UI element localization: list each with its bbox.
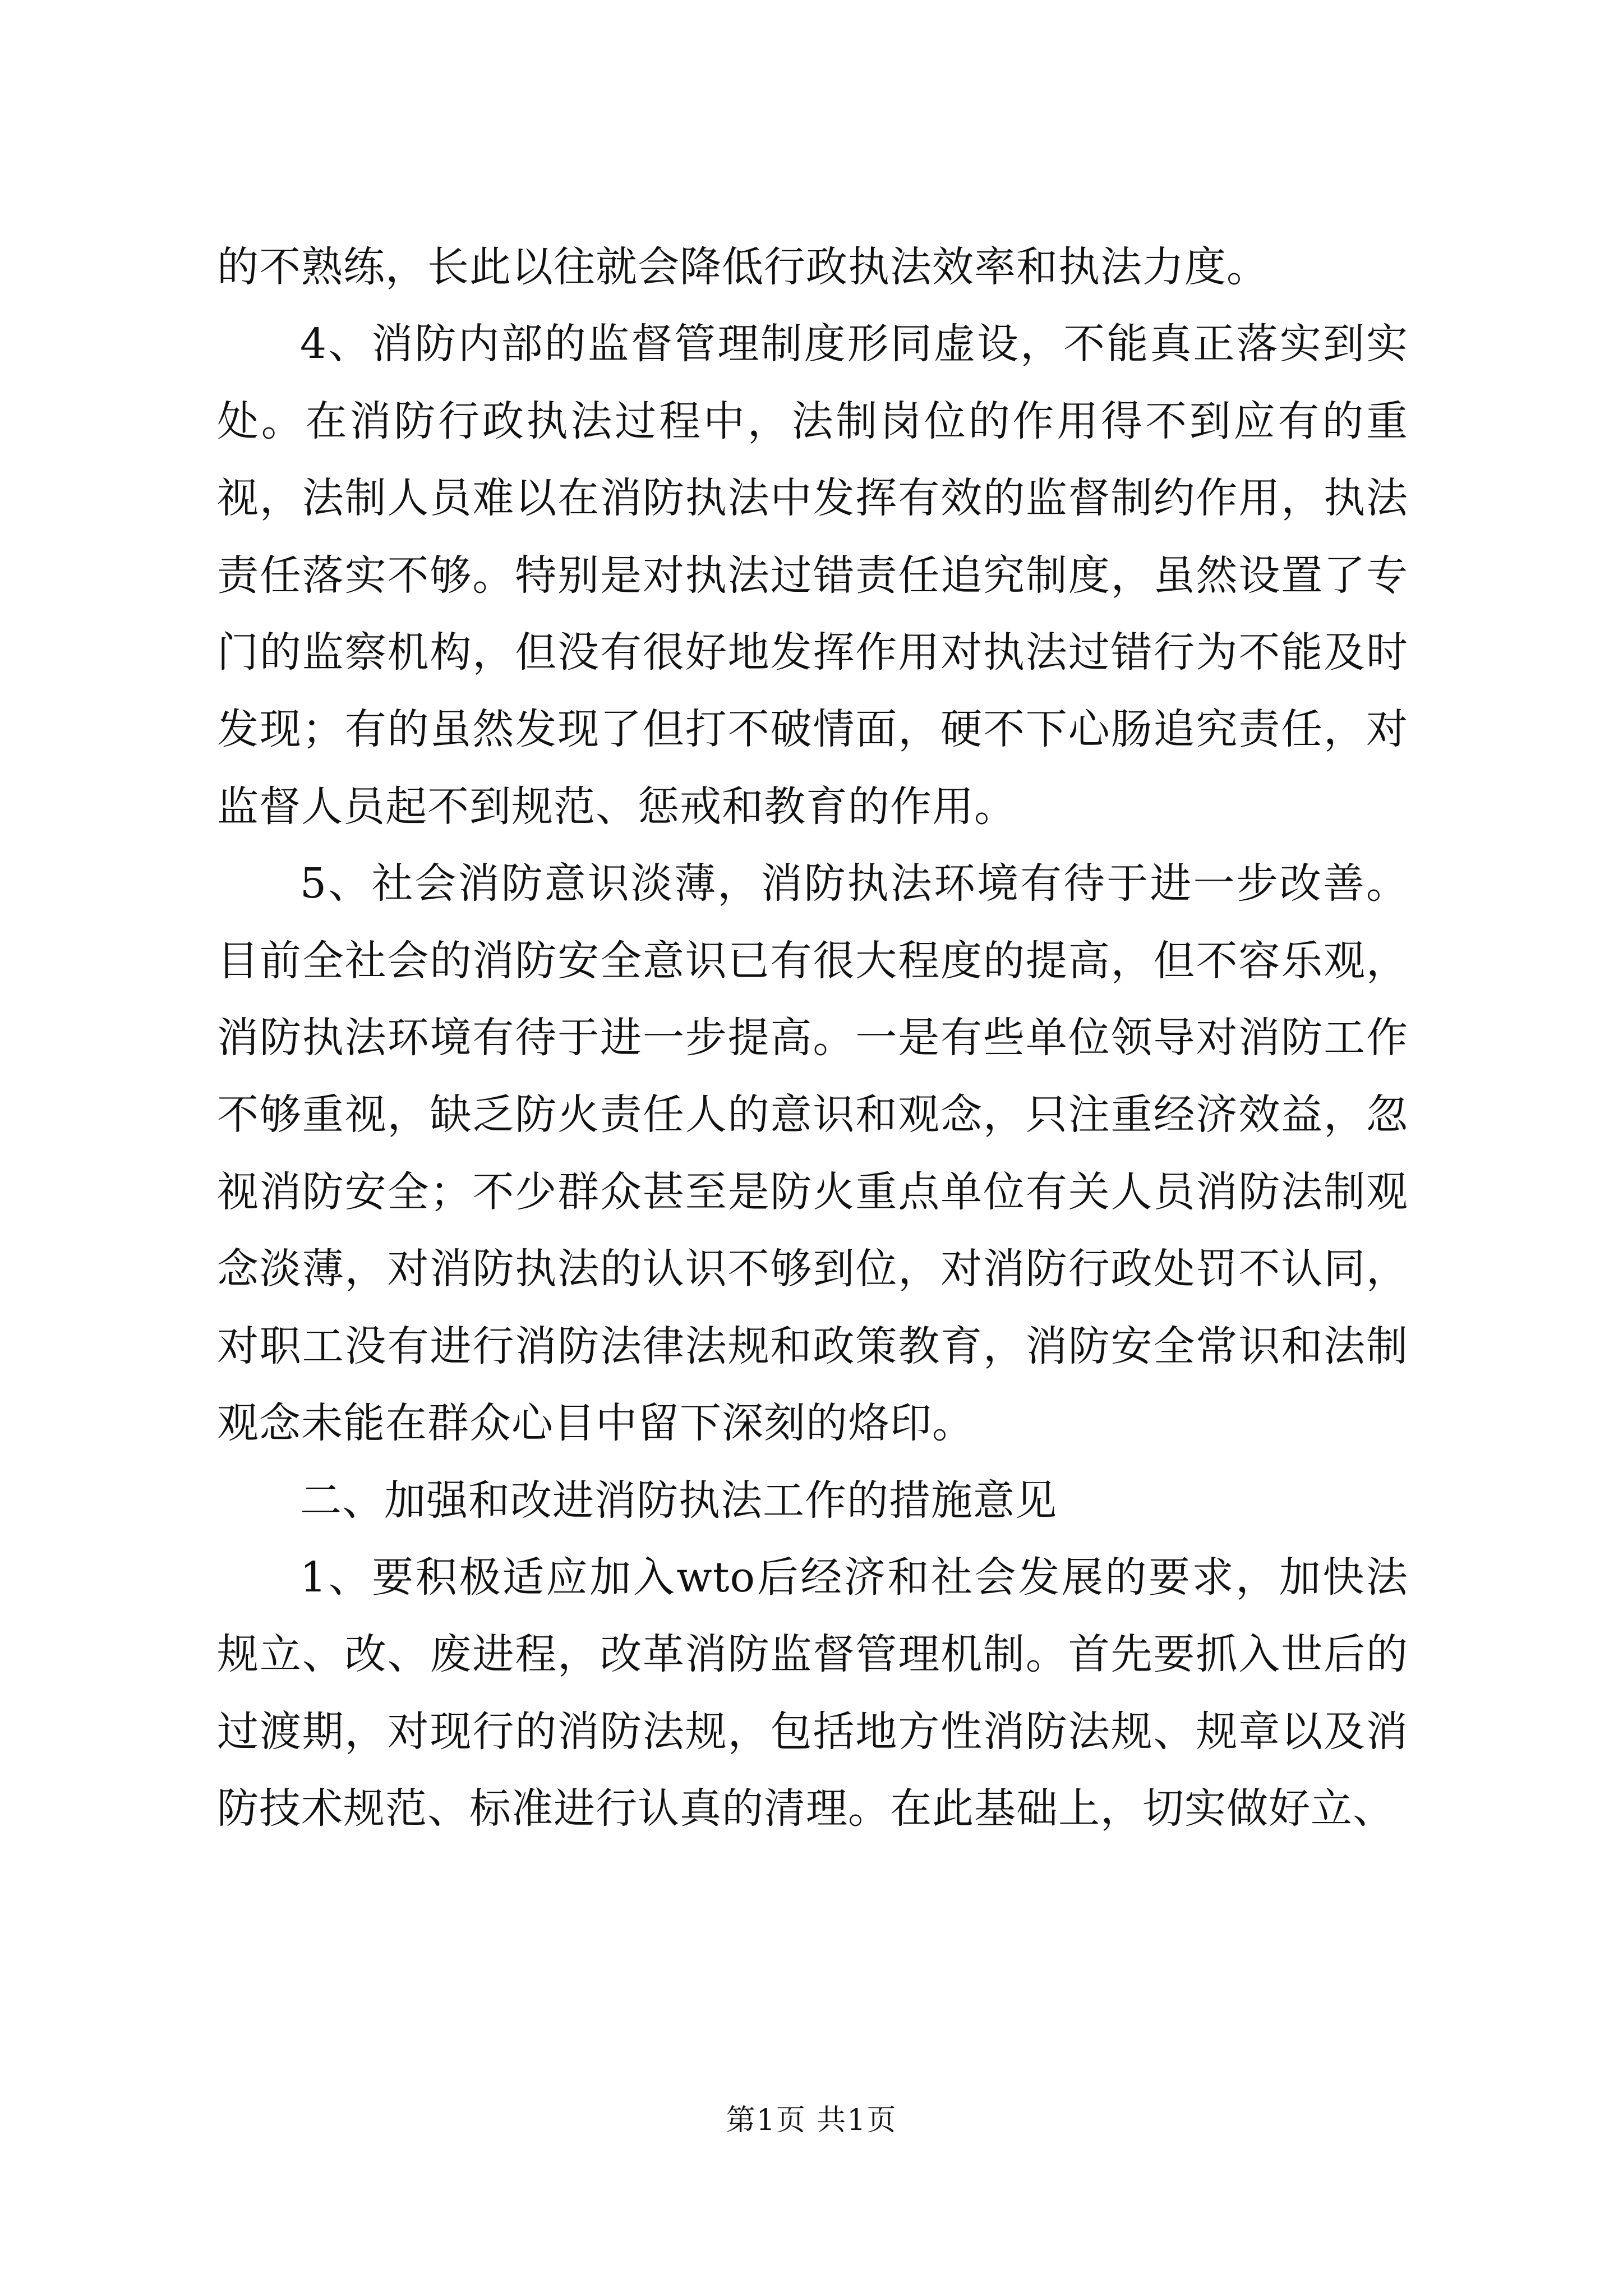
- page-footer: 第1页 共1页: [726, 2104, 897, 2137]
- paragraph-continuation: 的不熟练，长此以往就会降低行政执法效率和执法力度。: [217, 243, 1269, 291]
- paragraph-item-4: 4、消防内部的监督管理制度形同虚设，不能真正落实到实处。在消防行政执法过程中，法制岗位的作用得不到应有的重视，法制人员难以在消防执法中发挥有效的监督制约作用，执法责任落实不够。特别是对执法过错责任追究制度，虽然设置了专门的监察机构，但没有很好地发挥作用对执法过错行为不能及时发现；有的虽然发现了但打不破情面，硬不下心肠追究责任，对监督人员起不到规范、惩戒和教育的作用。: [217, 320, 1408, 831]
- section-heading: 二、加强和改进消防执法工作的措施意见: [300, 1476, 1057, 1525]
- paragraph-measure-1: 1、要积极适应加入wto后经济和社会发展的要求，加快法规立、改、废进程，改革消防监督管理机制。首先要抓入世后的过渡期，对现行的消防法规，包括地方性消防法规、规章以及消防技术规范、标准进行认真的清理。在此基础上，切实做好立、: [217, 1553, 1408, 1833]
- body-text: [217, 229, 1408, 1848]
- paragraph-item-5: 5、社会消防意识淡薄，消防执法环境有待于进一步改善。目前全社会的消防安全意识已有很大程度的提高，但不容乐观，消防执法环境有待于进一步提高。一是有些单位领导对消防工作不够重视，缺乏防火责任人的意识和观念，只注重经济效益，忽视消防安全；不少群众甚至是防火重点单位有关人员消防法制观念淡薄，对消防执法的认识不够到位，对消防行政处罚不认同，对职工没有进行消防法律法规和政策教育，消防安全常识和法制观念未能在群众心目中留下深刻的烙印。: [217, 859, 1408, 1448]
